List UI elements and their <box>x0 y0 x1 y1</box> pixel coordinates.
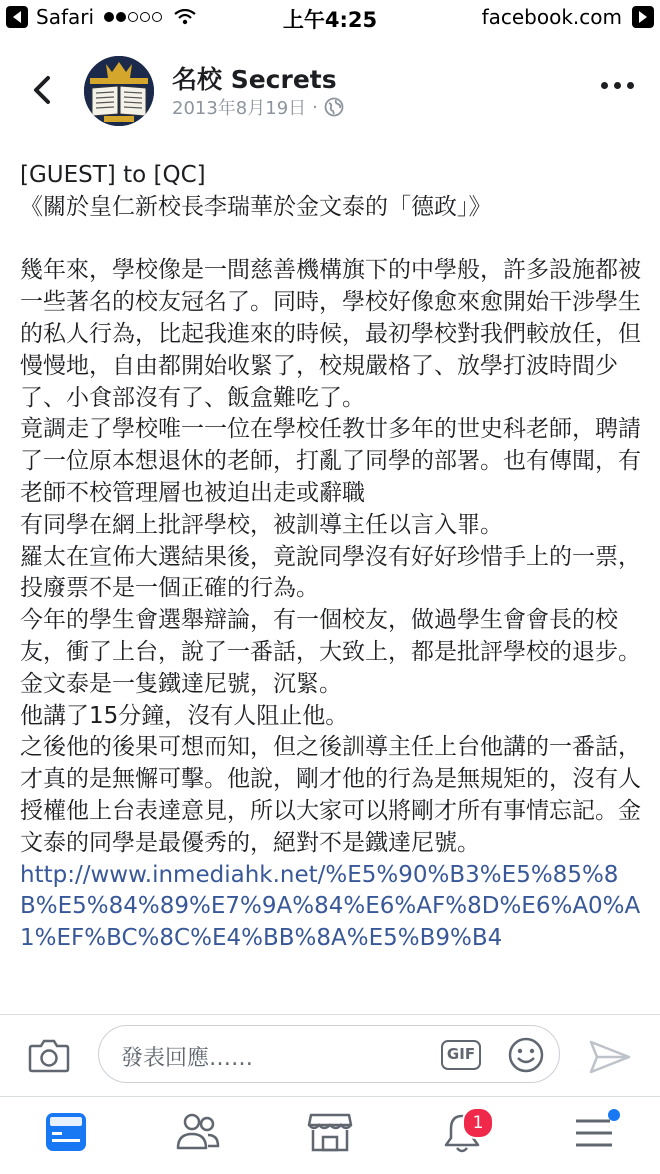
back-button[interactable] <box>24 70 64 110</box>
tab-bar <box>0 1096 660 1174</box>
send-button[interactable] <box>588 1039 632 1079</box>
meta-separator: · <box>312 96 318 118</box>
clock: 上午4:25 <box>282 8 378 32</box>
source-app-label[interactable]: Safari <box>36 5 95 29</box>
news-feed-icon <box>44 1111 88 1153</box>
post-paragraph: 之後他的後果可想而知，但之後訓導主任上台他講的一番話，才真的是無懈可擊。他說，剛才他的行為是無規矩的，沒有人授權他上台表達意見，所以大家可以將剛才所有事情忘記。金文泰的同學是最優秀的，絕對不是鐵達尼號。 <box>20 734 641 856</box>
post-paragraph: 羅太在宣佈大選結果後，竟說同學沒有好好珍惜手上的一票，投廢票不是一個正確的行為。 <box>20 543 641 602</box>
friends-icon <box>175 1111 221 1151</box>
post-meta <box>172 94 344 120</box>
paragraph-gap <box>20 224 644 256</box>
tab-news-feed[interactable] <box>36 1111 96 1161</box>
book-crown-logo-icon <box>84 56 154 126</box>
post-paragraph: 有同學在網上批評學校，被訓導主任以言入罪。 <box>20 511 503 538</box>
external-link[interactable]: http://www.inmediahk.net/%E5%90%B3%E5%85%8B%E5%84%89%E7%9A%84%E6%AF%8D%E6%A0%A1%EF%BC%8C%E4%BB%8A%E5%B9%B4 <box>20 861 641 952</box>
camera-icon <box>28 1037 70 1073</box>
more-dot-icon <box>614 82 621 89</box>
camera-button[interactable] <box>28 1037 70 1077</box>
post-paragraph: 他講了15分鐘，沒有人阻止他。 <box>20 702 349 729</box>
tab-menu[interactable] <box>564 1111 624 1161</box>
post-title-line: 《關於皇仁新校長李瑞華於金文泰的「德政」》 <box>20 193 492 220</box>
send-icon <box>588 1039 632 1075</box>
current-domain[interactable]: facebook.com <box>481 5 622 29</box>
more-dot-icon <box>601 82 608 89</box>
page-avatar[interactable] <box>84 56 154 126</box>
comment-placeholder: 發表回應…… <box>121 1046 254 1071</box>
emoji-button[interactable] <box>507 1036 545 1078</box>
marketplace-icon <box>307 1111 353 1153</box>
tab-notifications[interactable] <box>432 1111 492 1161</box>
globe-icon <box>324 97 344 117</box>
tab-marketplace[interactable] <box>300 1111 360 1161</box>
post-paragraph: 幾年來，學校像是一間慈善機構旗下的中學般，許多設施都被一些著名的校友冠名了。同時，學校好像愈來愈開始干涉學生的私人行為，比起我進來的時候，最初學校對我們較放任，但慢慢地，自由都開始收緊了，校規嚴格了、放學打波時間少了、小食部沒有了、飯盒難吃了。 <box>20 257 641 411</box>
menu-indicator-dot <box>608 1109 620 1121</box>
gif-button[interactable]: GIF <box>441 1040 481 1070</box>
comment-bar <box>0 1014 660 1097</box>
more-dot-icon <box>627 82 634 89</box>
post-header <box>0 48 660 138</box>
post-title-line: [GUEST] to [QC] <box>20 162 206 188</box>
page-name[interactable]: 名校 Secrets <box>172 65 337 94</box>
chevron-left-icon <box>24 70 64 110</box>
post-paragraph: 竟調走了學校唯一一位在學校任教廿多年的世史科老師，聘請了一位原本想退休的老師，打亂了同學的部署。也有傳聞，有老師不校管理層也被迫出走或辭職 <box>20 416 641 506</box>
tab-friends[interactable] <box>168 1111 228 1161</box>
forward-to-app-icon[interactable] <box>632 6 654 28</box>
post-date[interactable]: 2013年8月19日 <box>172 98 307 119</box>
more-options-button[interactable] <box>601 82 634 89</box>
post-paragraph: 今年的學生會選舉辯論，有一個校友，做過學生會會長的校友，衝了上台，說了一番話，大致上，都是批評學校的退步。金文泰是一隻鐵達尼號，沉緊。 <box>20 607 641 697</box>
notification-badge: 1 <box>462 1107 494 1139</box>
post-body <box>20 160 644 1012</box>
status-bar <box>0 0 660 36</box>
comment-input[interactable] <box>98 1025 560 1083</box>
status-right <box>482 5 654 29</box>
smiley-icon <box>507 1036 545 1074</box>
